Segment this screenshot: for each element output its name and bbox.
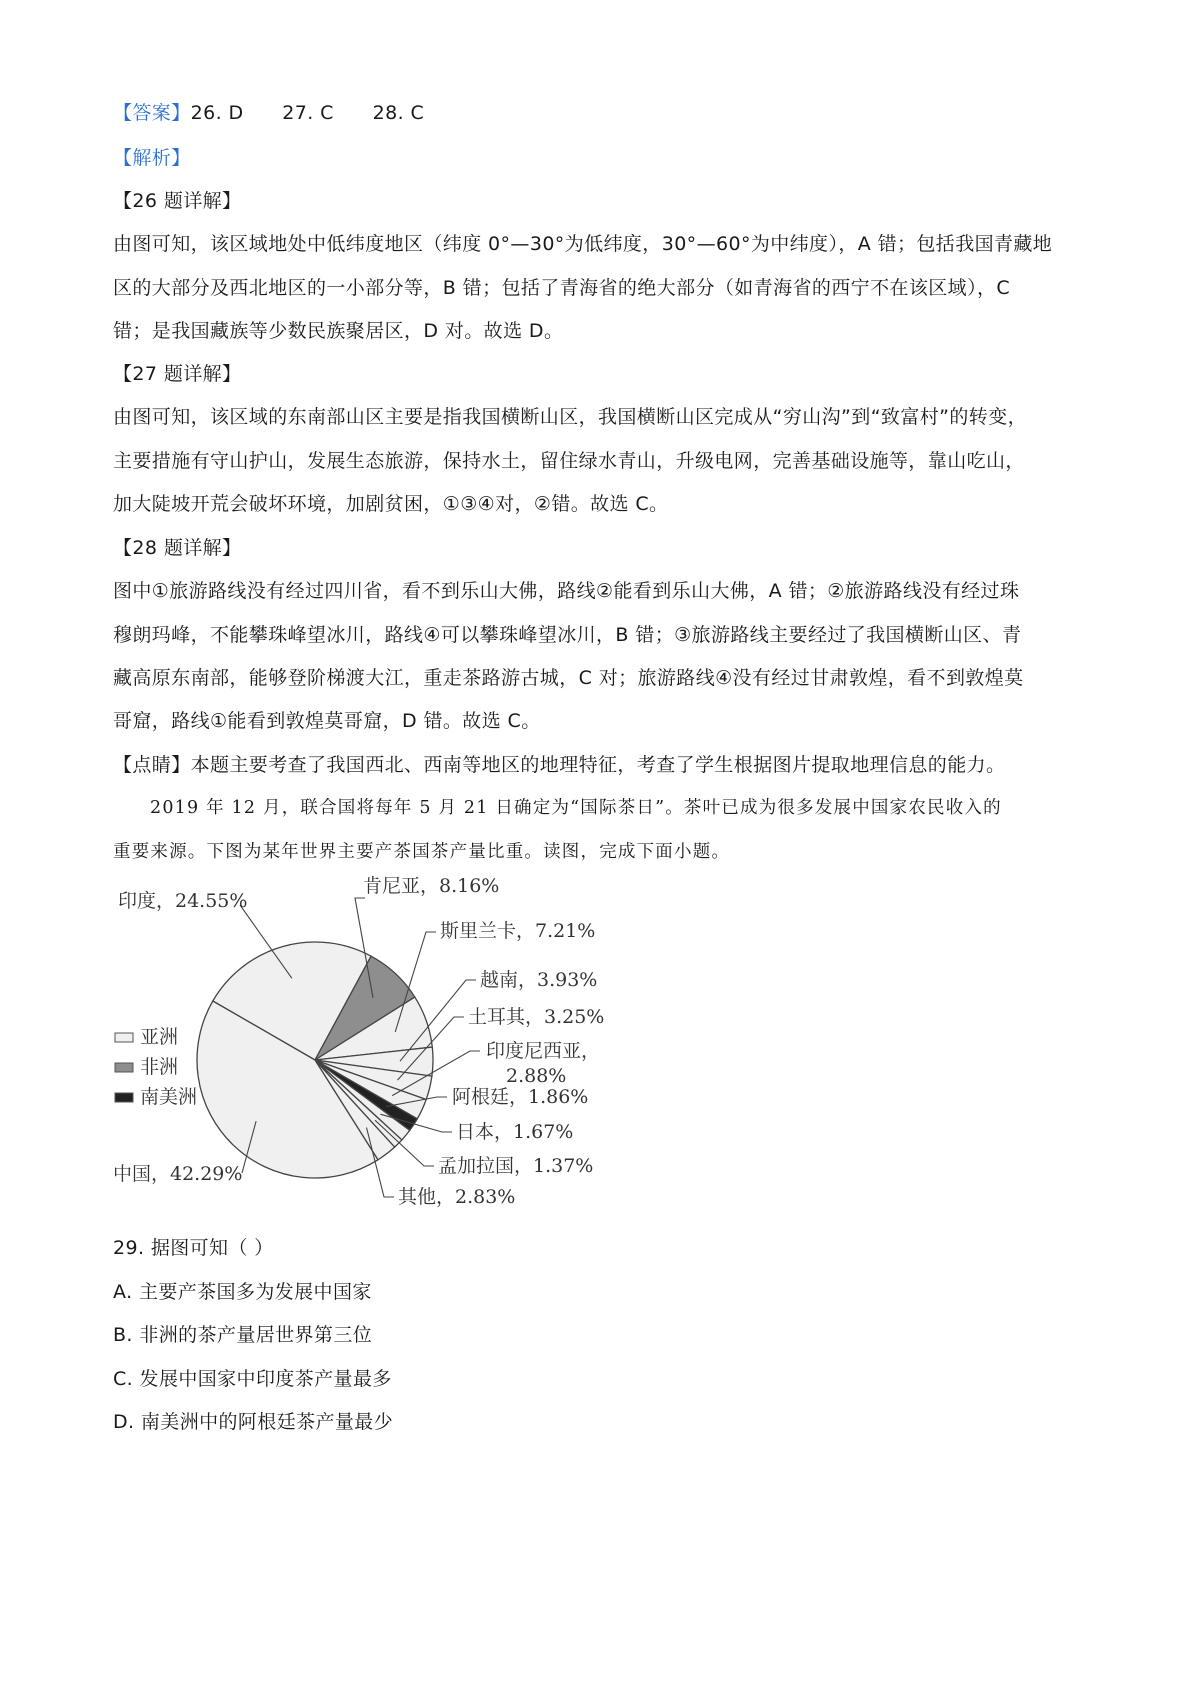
legend-swatch-2 [115, 1093, 133, 1102]
slice-label-8: 孟加拉国，1.37% [438, 1155, 594, 1177]
answer-label: 【答案】 [113, 102, 191, 124]
q28-line-4: 哥窟，路线①能看到敦煌莫哥窟，D 错。故选 C。 [113, 710, 541, 732]
passage-line-2: 重要来源。下图为某年世界主要产茶国茶产量比重。读图，完成下面小题。 [113, 842, 731, 862]
q29-option-a: A. 主要产茶国多为发展中国家 [113, 1281, 372, 1303]
slice-label-3: 越南，3.93% [480, 969, 598, 991]
q29-stem: 29. 据图可知（ ） [113, 1237, 274, 1259]
q28-line-3: 藏高原东南部，能够登阶梯渡大江，重走茶路游古城，C 对；旅游路线④没有经过甘肃敦煌，看不到敦煌莫 [113, 667, 1024, 689]
legend-label-2: 南美洲 [140, 1086, 198, 1108]
q26-line-3: 错；是我国藏族等少数民族聚居区，D 对。故选 D。 [113, 320, 564, 342]
analysis-label: 【解析】 [113, 147, 191, 169]
q29-option-d: D. 南美洲中的阿根廷茶产量最少 [113, 1411, 394, 1433]
q26-line-2: 区的大部分及西北地区的一小部分等，B 错；包括了青海省的绝大部分（如青海省的西宁不在该区域），C [113, 277, 1011, 299]
answer-line [113, 98, 424, 125]
legend-swatch-0 [115, 1033, 133, 1042]
slice-label-5-line-2: 2.88% [506, 1065, 567, 1087]
q27-line-1: 由图可知，该区域的东南部山区主要是指我国横断山区，我国横断山区完成从“穷山沟”到“致富村”的转变， [113, 406, 1027, 428]
slice-label-7: 日本，1.67% [456, 1121, 574, 1143]
slice-label-0: 印度，24.55% [118, 890, 248, 912]
pie-slices [197, 942, 433, 1178]
q29-option-b: B. 非洲的茶产量居世界第三位 [113, 1324, 373, 1346]
slice-label-5: 印度尼西亚， [486, 1040, 601, 1062]
chart-legend [115, 1026, 197, 1108]
slice-label-1: 肯尼亚，8.16% [363, 875, 500, 897]
q27-heading: 【27 题详解】 [113, 363, 242, 385]
slice-label-9: 其他，2.83% [398, 1186, 516, 1208]
q28-line-2: 穆朗玛峰，不能攀珠峰望冰川，路线④可以攀珠峰望冰川，B 错；③旅游路线主要经过了我国横断山区、青 [113, 624, 1022, 646]
slice-label-2: 斯里兰卡，7.21% [440, 920, 596, 942]
legend-label-1: 非洲 [140, 1056, 179, 1078]
q27-line-2: 主要措施有守山护山，发展生态旅游，保持水土，留住绿水青山，升级电网，完善基础设施等，靠山吃山， [113, 450, 1025, 472]
legend-label-0: 亚洲 [140, 1026, 179, 1048]
passage-line-1: 2019 年 12 月，联合国将每年 5 月 21 日确定为“国际茶日”。茶叶已成为很多发展中国家农民收入的 [150, 798, 1002, 818]
q28-heading: 【28 题详解】 [113, 537, 242, 559]
legend-swatch-1 [115, 1063, 133, 1072]
q27-line-3: 加大陡坡开荒会破坏环境，加剧贫困，①③④对，②错。故选 C。 [113, 493, 669, 515]
tea-production-pie-chart [0, 870, 1200, 1225]
q26-line-1: 由图可知，该区域地处中低纬度地区（纬度 0°—30°为低纬度，30°—60°为中纬度），A 错；包括我国青藏地 [113, 233, 1053, 255]
q26-heading: 【26 题详解】 [113, 190, 242, 212]
slice-label-4: 土耳其，3.25% [468, 1006, 605, 1028]
slice-label-10: 中国，42.29% [113, 1163, 243, 1185]
tip-line: 【点睛】本题主要考查了我国西北、西南等地区的地理特征，考查了学生根据图片提取地理信息的能力。 [113, 754, 1006, 776]
answer-text: 26. D 27. C 28. C [190, 102, 425, 124]
q28-line-1: 图中①旅游路线没有经过四川省，看不到乐山大佛，路线②能看到乐山大佛，A 错；②旅游路线没有经过珠 [113, 580, 1020, 602]
slice-label-6: 阿根廷，1.86% [452, 1086, 589, 1108]
q29-option-c: C. 发展中国家中印度茶产量最多 [113, 1368, 392, 1390]
